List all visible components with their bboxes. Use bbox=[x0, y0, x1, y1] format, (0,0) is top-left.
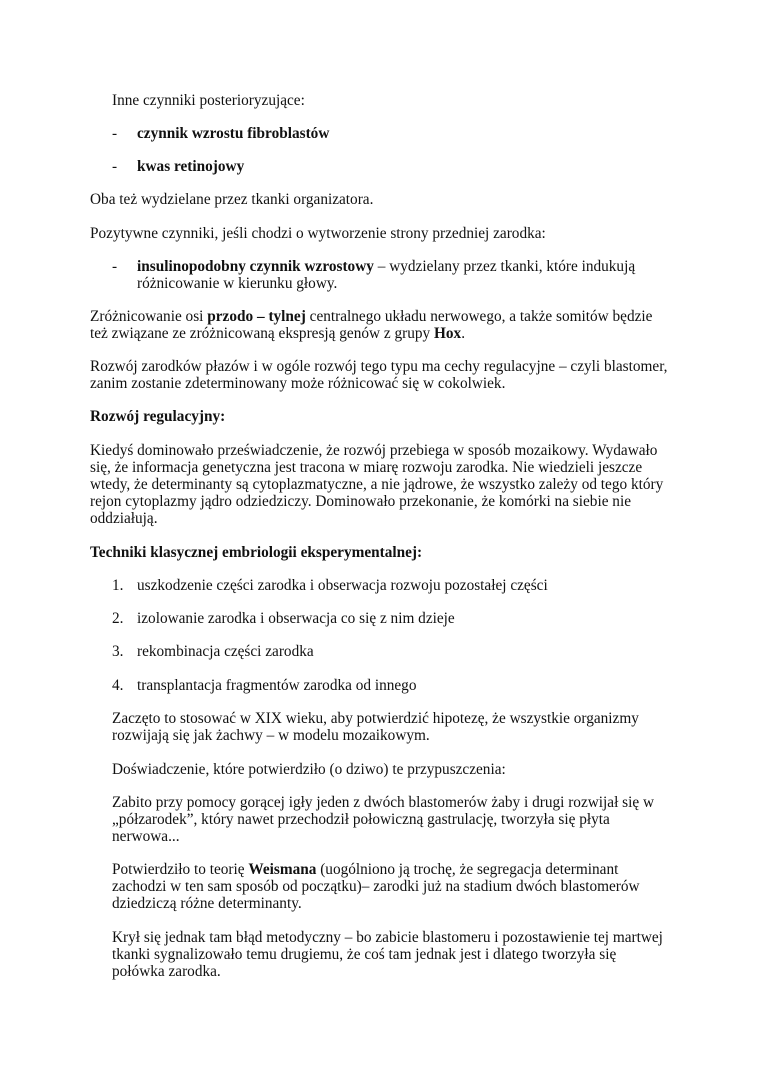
paragraph-line: wtedy, że determinanty są cytoplazmatyczne, a nie jądrowe, że wszystko zależy od tego który bbox=[90, 476, 664, 493]
paragraph-line: nerwowa... bbox=[112, 828, 180, 845]
list-number: 2. bbox=[112, 610, 124, 627]
list-text: transplantacja fragmentów zarodka od innego bbox=[137, 677, 417, 694]
heading-regulacyjny: Rozwój regulacyjny: bbox=[90, 408, 226, 425]
bullet-dash: - bbox=[112, 125, 118, 142]
posterior-factor-label: kwas retinojowy bbox=[137, 158, 245, 175]
posterior-factor-label: czynnik wzrostu fibroblastów bbox=[137, 125, 330, 142]
paragraph-line: Zaczęto to stosować w XIX wieku, aby potwierdzić hipotezę, że wszystkie organizmy bbox=[112, 710, 639, 727]
weismann-term: Weismana bbox=[248, 861, 317, 878]
paragraph-line: rejon cytoplazmy jądro odziedziczy. Dominowało przekonanie, że komórki na siebie nie bbox=[90, 493, 632, 510]
experiment-intro: Doświadczenie, które potwierdziło (o dziwo) te przypuszczenia: bbox=[112, 761, 506, 778]
bullet-dash: - bbox=[112, 258, 118, 275]
paragraph-line: „półzarodek”, który nawet przechodził połowiczną gastrulację, tworzyła się płyta bbox=[112, 811, 610, 828]
list-number: 3. bbox=[112, 643, 124, 660]
insulin-desc-1: – wydzielany przez tkanki, które indukują bbox=[373, 258, 636, 275]
insulin-line-1 bbox=[137, 258, 635, 275]
paragraph-line: dziedziczą różne determinanty. bbox=[112, 895, 302, 912]
positive-factors-intro: Pozytywne czynniki, jeśli chodzi o wytworzenie strony przedniej zarodka: bbox=[90, 225, 546, 242]
list-text: rekombinacja części zarodka bbox=[137, 643, 314, 660]
paragraph-line: Rozwój zarodków płazów i w ogóle rozwój tego typu ma cechy regulacyjne – czyli blastomer, bbox=[90, 358, 668, 375]
bullet-dash: - bbox=[112, 158, 118, 175]
intro-text: Inne czynniki posterioryzujące: bbox=[112, 92, 305, 109]
paragraph-line: zachodzi w ten sam sposób od początku)– zarodki już na stadium dwóch blastomerów bbox=[112, 878, 640, 895]
axis-line-2: też związane ze zróżnicowaną ekspresją genów z grupy Hox. bbox=[90, 325, 466, 342]
list-text: uszkodzenie części zarodka i obserwacja rozwoju pozostałej części bbox=[137, 577, 548, 594]
paragraph-line: zanim zostanie zdeterminowany może różnicować się w cokolwiek. bbox=[90, 375, 506, 392]
paragraph-line: połówka zarodka. bbox=[112, 963, 221, 980]
weismann-line-1: Potwierdziło to teorię Weismana (uogólniono ją trochę, że segregacja determinant bbox=[112, 861, 619, 878]
insulin-term: insulinopodobny czynnik wzrostowy bbox=[137, 258, 374, 275]
paragraph-line: się, że informacja genetyczna jest tracona w miarę rozwoju zarodka. Nie wiedzieli jeszcze bbox=[90, 459, 643, 476]
axis-line-1: Zróżnicowanie osi przodo – tylnej centralnego układu nerwowego, a także somitów będzie bbox=[90, 308, 653, 325]
axis-term: przodo – tylnej bbox=[207, 308, 306, 325]
heading-techniki: Techniki klasycznej embriologii eksperymentalnej: bbox=[90, 544, 423, 561]
list-number: 4. bbox=[112, 677, 124, 694]
paragraph-line: Krył się jednak tam błąd metodyczny – bo zabicie blastomeru i pozostawienie tej martwej bbox=[112, 929, 663, 946]
paragraph-line: tkanki sygnalizowało temu drugiemu, że coś tam jednak jest i dlatego tworzyła się bbox=[112, 946, 617, 963]
list-text: izolowanie zarodka i obserwacja co się z nim dzieje bbox=[137, 610, 455, 627]
paragraph-line: Kiedyś dominowało przeświadczenie, że rozwój przebiega w sposób mozaikowy. Wydawało bbox=[90, 442, 658, 459]
insulin-desc-2: różnicowanie w kierunku głowy. bbox=[137, 275, 338, 292]
hox-term: Hox bbox=[434, 325, 462, 342]
paragraph-line: Zabito przy pomocy gorącej igły jeden z dwóch blastomerów żaby i drugi rozwijał się w bbox=[112, 794, 655, 811]
paragraph-line: rozwijają się jak żachwy – w modelu mozaikowym. bbox=[112, 727, 430, 744]
organizer-note: Oba też wydzielane przez tkanki organizatora. bbox=[90, 191, 374, 208]
paragraph-line: oddziałują. bbox=[90, 510, 158, 527]
list-number: 1. bbox=[112, 577, 124, 594]
